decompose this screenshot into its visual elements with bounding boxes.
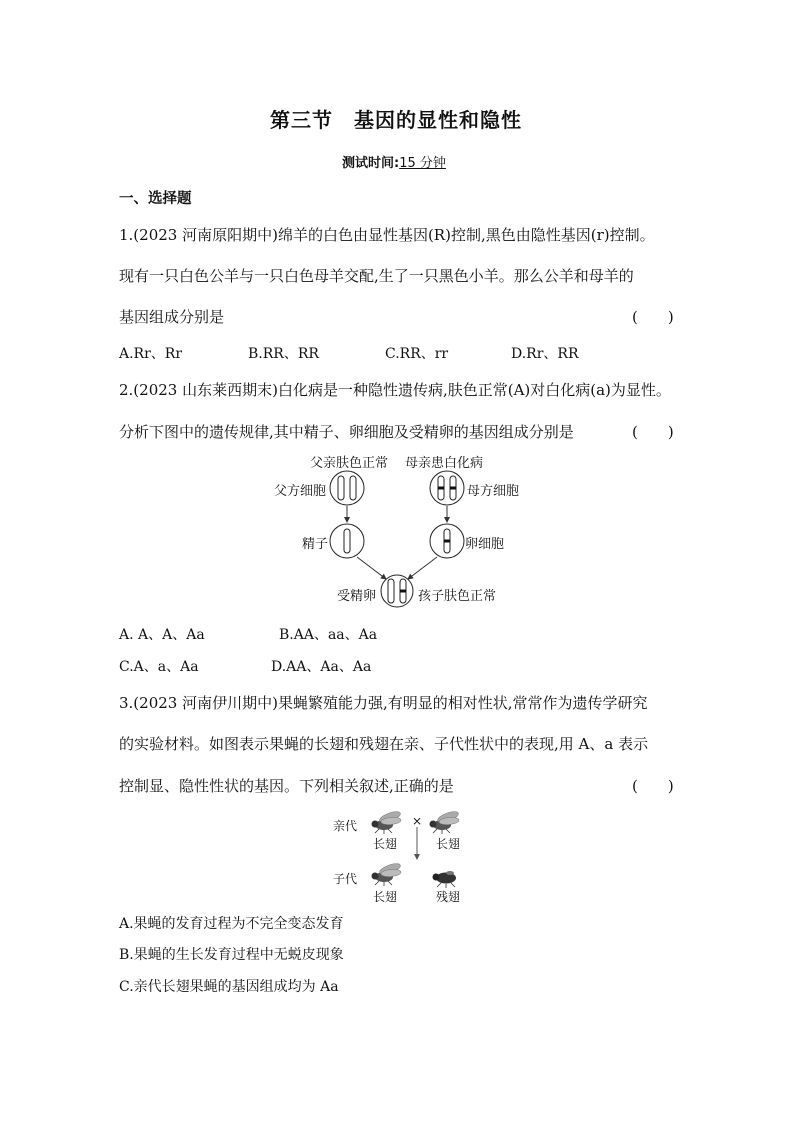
zygote-label: 受精卵	[337, 589, 377, 604]
q3-line-2: 的实验材料。如图表示果蝇的长翅和残翅在亲、子代性状中的表现,用 A、a 表示	[119, 735, 649, 753]
mother-cell-icon	[430, 471, 464, 505]
long-wing-label-2: 长翅	[436, 837, 461, 851]
sperm-cell-icon	[330, 524, 364, 558]
q2-option-c: C.A、a、Aa	[119, 659, 199, 675]
parent-generation-label: 亲代	[333, 819, 358, 833]
inheritance-diagram-svg	[270, 448, 510, 608]
egg-cell-icon	[430, 524, 464, 558]
long-wing-fly-icon	[372, 809, 402, 834]
q3-option-a: A.果蝇的发育过程为不完全变态发育	[119, 916, 344, 932]
father-cell-icon	[330, 471, 364, 505]
q3-option-c: C.亲代长翅果蝇的基因组成均为 Aa	[119, 979, 339, 995]
test-time-label: 测试时间:	[342, 156, 400, 171]
q3-answer-bracket: ( )	[632, 777, 674, 795]
q2-line-2: 分析下图中的遗传规律,其中精子、卵细胞及受精卵的基因组成分别是	[119, 423, 574, 441]
q2-line-1: 2.(2023 山东莱西期末)白化病是一种隐性遗传病,肤色正常(A)对白化病(a)为显性。	[119, 381, 671, 399]
long-wing-fly-icon	[372, 861, 402, 886]
q3-option-b: B.果蝇的生长发育过程中无蜕皮现象	[119, 947, 344, 963]
q1-line-2: 现有一只白色公羊与一只白色母羊交配,生了一只黑色小羊。那么公羊和母羊的	[119, 267, 634, 285]
father-cell-label: 父方细胞	[274, 484, 327, 499]
cross-symbol: ×	[412, 814, 423, 828]
child-label: 孩子肤色正常	[418, 589, 497, 604]
test-time-value: 15 分钟	[399, 156, 446, 171]
zygote-cell-icon	[381, 575, 413, 607]
mother-cell-label: 母方细胞	[467, 484, 520, 499]
long-wing-fly-icon	[430, 809, 460, 834]
inheritance-diagram	[270, 448, 510, 608]
father-title-label: 父亲肤色正常	[310, 456, 389, 471]
q2-option-d: D.AA、Aa、Aa	[271, 659, 372, 675]
q3-line-1: 3.(2023 河南伊川期中)果蝇繁殖能力强,有明显的相对性状,常常作为遗传学研究	[119, 694, 648, 712]
long-wing-label-3: 长翅	[373, 890, 398, 904]
q2-option-a: A. A、A、Aa	[119, 627, 205, 643]
egg-label: 卵细胞	[465, 537, 505, 552]
section-heading: 一、选择题	[119, 191, 192, 207]
q1-line-3: 基因组成分别是	[119, 308, 225, 326]
offspring-generation-label: 子代	[333, 872, 358, 886]
q1-option-a: A.Rr、Rr	[119, 346, 183, 362]
mother-title-label: 母亲患白化病	[405, 456, 484, 471]
page-title: 第三节 基因的显性和隐性	[270, 108, 522, 132]
vestigial-wing-fly-icon	[433, 871, 457, 888]
q1-option-c: C.RR、rr	[385, 346, 449, 362]
q1-answer-bracket: ( )	[632, 308, 674, 326]
vestigial-wing-label: 残翅	[436, 890, 461, 904]
sperm-label: 精子	[302, 537, 329, 552]
q3-line-3: 控制显、隐性性状的基因。下列相关叙述,正确的是	[119, 777, 454, 795]
test-time	[342, 152, 446, 171]
q2-option-b: B.AA、aa、Aa	[279, 627, 378, 643]
long-wing-label-1: 长翅	[373, 837, 398, 851]
q1-option-b: B.RR、RR	[248, 346, 319, 362]
q1-option-d: D.Rr、RR	[511, 346, 579, 362]
q1-line-1: 1.(2023 河南原阳期中)绵羊的白色由显性基因(R)控制,黑色由隐性基因(r)控制。	[119, 226, 655, 244]
q2-answer-bracket: ( )	[632, 423, 674, 441]
